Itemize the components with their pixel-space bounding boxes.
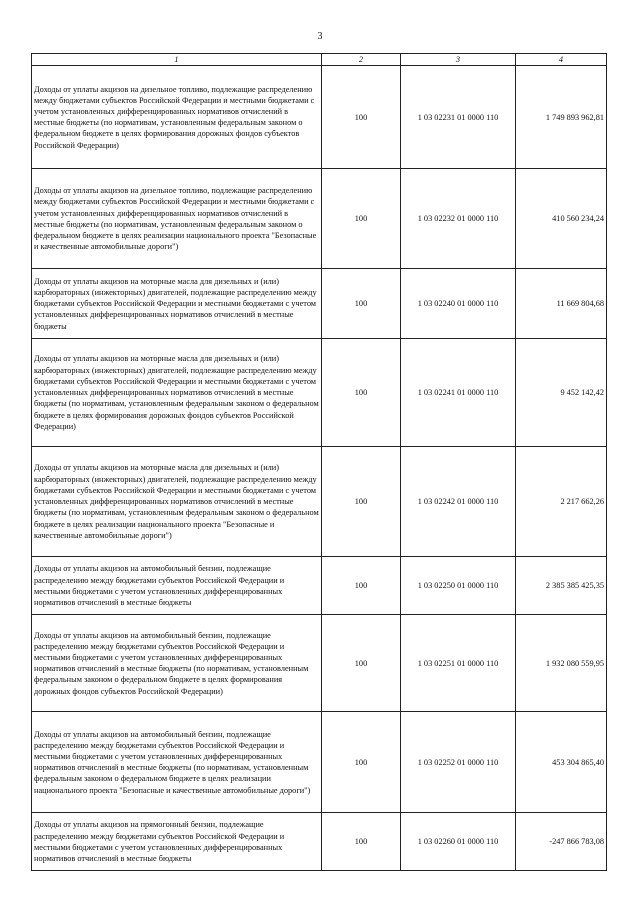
row-admin-code: 100 [322, 169, 401, 269]
row-admin-code: 100 [322, 615, 401, 712]
table-row [32, 269, 607, 339]
row-amount: 9 452 142,42 [516, 339, 607, 447]
row-budget-code: 1 03 02252 01 0000 110 [401, 712, 516, 813]
row-admin-code: 100 [322, 813, 401, 871]
row-admin-code: 100 [322, 66, 401, 169]
row-description: Доходы от уплаты акцизов на дизельное топливо, подлежащие распределению между бюджетами субъектов Российской Федерации и местными бюджетами с учетом установленных дифференцированных нормативов отчислений в местные бюджеты (по нормативам, установленным федеральным законом о федеральном бюджете в целях формирования дорожных фондов субъектов Российской Федерации) [32, 66, 322, 169]
row-admin-code: 100 [322, 712, 401, 813]
row-budget-code: 1 03 02241 01 0000 110 [401, 339, 516, 447]
row-description: Доходы от уплаты акцизов на автомобильный бензин, подлежащие распределению между бюджетами субъектов Российской Федерации и местными бюджетами с учетом установленных дифференцированных нормативов отчислений в местные бюджеты (по нормативам, установленным федеральным законом о федеральном бюджете в целях формирования дорожных фондов субъектов Российской Федерации) [32, 615, 322, 712]
table-row [32, 447, 607, 557]
row-budget-code: 1 03 02242 01 0000 110 [401, 447, 516, 557]
table-row [32, 339, 607, 447]
column-number-2: 2 [322, 54, 401, 66]
row-budget-code: 1 03 02250 01 0000 110 [401, 557, 516, 615]
row-amount: 410 560 234,24 [516, 169, 607, 269]
row-amount: 11 669 804,68 [516, 269, 607, 339]
column-number-3: 3 [401, 54, 516, 66]
row-description: Доходы от уплаты акцизов на автомобильный бензин, подлежащие распределению между бюджетами субъектов Российской Федерации и местными бюджетами с учетом установленных дифференцированных нормативов отчислений в местные бюджеты (по нормативам, установленным федеральным законом о федеральном бюджете в целях реализации национального проекта "Безопасные и качественные автомобильные дороги") [32, 712, 322, 813]
row-amount: 2 217 662,26 [516, 447, 607, 557]
row-description: Доходы от уплаты акцизов на моторные масла для дизельных и (или) карбюраторных (инжекторных) двигателей, подлежащие распределению между бюджетами субъектов Российской Федерации и местными бюджетами с учетом установленных дифференцированных нормативов отчислений в местные бюджеты (по нормативам, установленным федеральным законом о федеральном бюджете в целях формирования дорожных фондов субъектов Российской Федерации) [32, 339, 322, 447]
row-budget-code: 1 03 02251 01 0000 110 [401, 615, 516, 712]
row-budget-code: 1 03 02232 01 0000 110 [401, 169, 516, 269]
row-admin-code: 100 [322, 447, 401, 557]
row-description: Доходы от уплаты акцизов на моторные масла для дизельных и (или) карбюраторных (инжекторных) двигателей, подлежащие распределению между бюджетами субъектов Российской Федерации и местными бюджетами с учетом установленных дифференцированных нормативов отчислений в местные бюджеты [32, 269, 322, 339]
column-number-1: 1 [32, 54, 322, 66]
row-amount: -247 866 783,08 [516, 813, 607, 871]
row-admin-code: 100 [322, 557, 401, 615]
row-description: Доходы от уплаты акцизов на прямогонный бензин, подлежащие распределению между бюджетами субъектов Российской Федерации и местными бюджетами с учетом установленных дифференцированных нормативов отчислений в местные бюджеты [32, 813, 322, 871]
column-number-row [32, 54, 607, 66]
row-budget-code: 1 03 02240 01 0000 110 [401, 269, 516, 339]
table-row [32, 615, 607, 712]
table-row [32, 169, 607, 269]
row-amount: 453 304 865,40 [516, 712, 607, 813]
row-amount: 2 385 385 425,35 [516, 557, 607, 615]
row-budget-code: 1 03 02231 01 0000 110 [401, 66, 516, 169]
row-description: Доходы от уплаты акцизов на дизельное топливо, подлежащие распределению между бюджетами субъектов Российской Федерации и местными бюджетами с учетом установленных дифференцированных нормативов отчислений в местные бюджеты (по нормативам, установленным федеральным законом о федеральном бюджете в целях реализации национального проекта "Безопасные и качественные автомобильные дороги") [32, 169, 322, 269]
row-budget-code: 1 03 02260 01 0000 110 [401, 813, 516, 871]
row-admin-code: 100 [322, 269, 401, 339]
page-number: 3 [317, 31, 323, 42]
column-number-4: 4 [516, 54, 607, 66]
row-description: Доходы от уплаты акцизов на моторные масла для дизельных и (или) карбюраторных (инжекторных) двигателей, подлежащие распределению между бюджетами субъектов Российской Федерации и местными бюджетами с учетом установленных дифференцированных нормативов отчислений в местные бюджеты (по нормативам, установленным федеральным законом о федеральном бюджете в целях реализации национального проекта "Безопасные и качественные автомобильные дороги") [32, 447, 322, 557]
row-description: Доходы от уплаты акцизов на автомобильный бензин, подлежащие распределению между бюджетами субъектов Российской Федерации и местными бюджетами с учетом установленных дифференцированных нормативов отчислений в местные бюджеты [32, 557, 322, 615]
table-row [32, 557, 607, 615]
row-amount: 1 932 080 559,95 [516, 615, 607, 712]
table-row [32, 66, 607, 169]
table-row [32, 813, 607, 871]
revenue-table [31, 53, 607, 871]
row-amount: 1 749 893 962,81 [516, 66, 607, 169]
table-row [32, 712, 607, 813]
row-admin-code: 100 [322, 339, 401, 447]
